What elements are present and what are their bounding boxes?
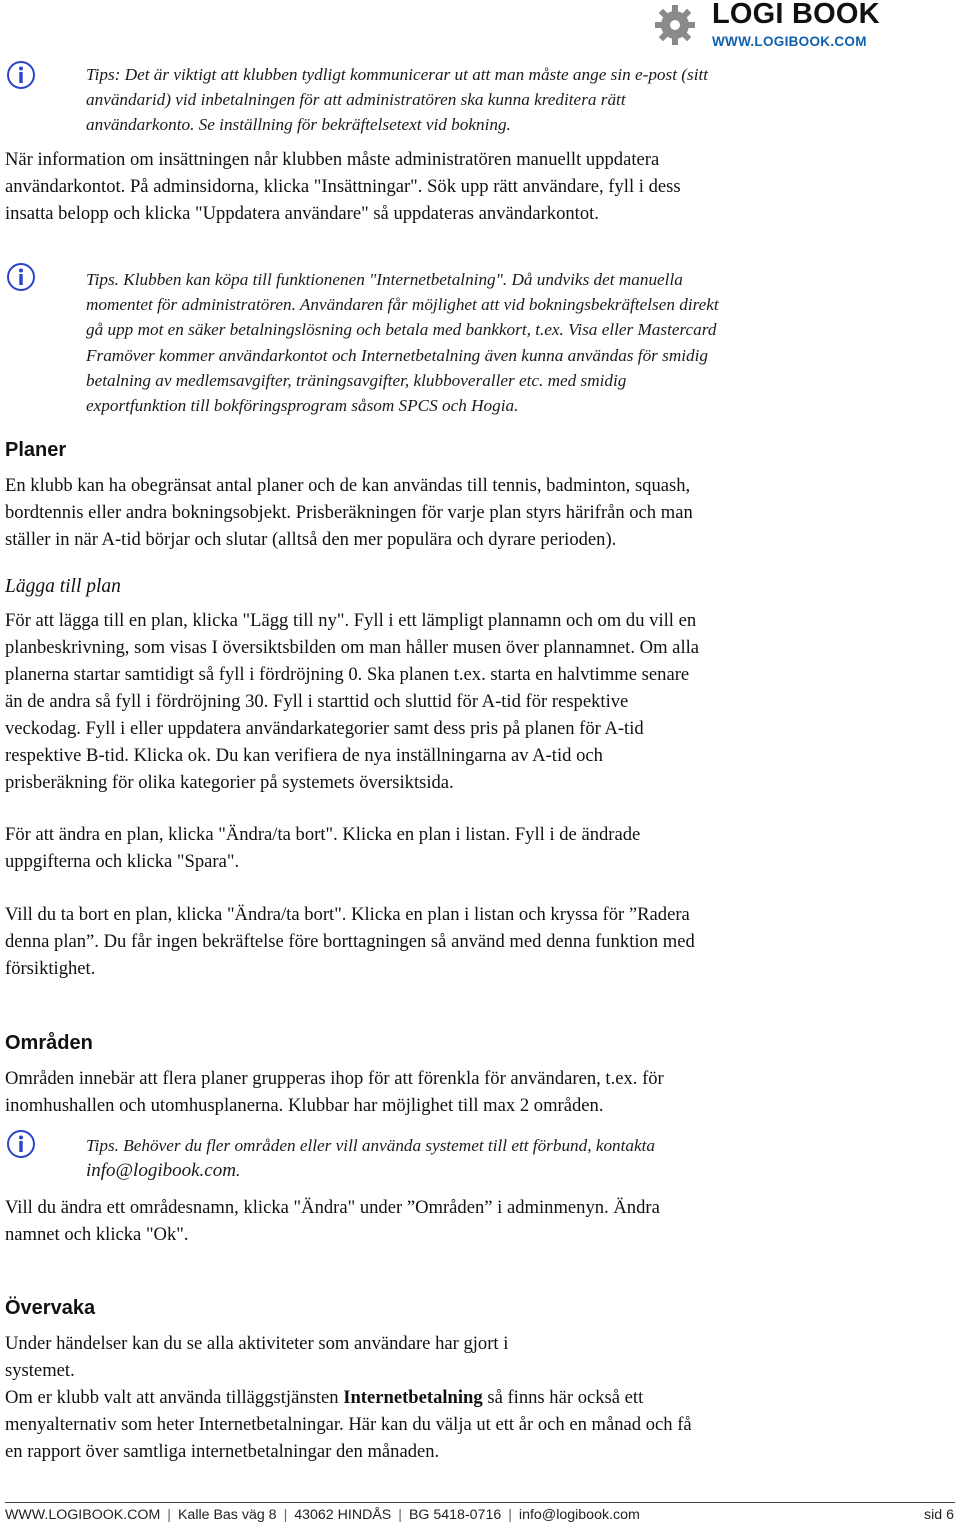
text-line: Vill du ta bort en plan, klicka "Ändra/ta bort". Klicka en plan i listan och kryssa för ”Radera <box>5 904 690 925</box>
logo-title: LOGI BOOK <box>712 0 880 30</box>
text-line: användarkontot. På adminsidorna, klicka "Insättningar". Sök upp rätt användare, fyll i dess <box>5 176 681 197</box>
paragraph-omraden-intro <box>5 1065 664 1119</box>
info-icon <box>6 60 36 90</box>
tip-internetbetalning <box>86 267 719 418</box>
text-line: inomhushallen och utomhusplanerna. Klubbar har möjlighet till max 2 områden. <box>5 1095 604 1116</box>
paragraph-delete-plan <box>5 901 695 982</box>
paragraph-insattning <box>5 146 681 227</box>
text-line: namnet och klicka "Ok". <box>5 1224 189 1245</box>
paragraph-overvaka <box>5 1330 692 1465</box>
footer-separator: | <box>398 1507 402 1523</box>
text-line: en rapport över samtliga internetbetalningar den månaden. <box>5 1441 440 1462</box>
text-span: Om er klubb valt att använda tilläggstjänsten <box>5 1387 344 1408</box>
footer-email[interactable]: info@logibook.com <box>518 1507 640 1523</box>
subheading-lagga-till-plan: Lägga till plan <box>5 576 121 597</box>
text-line: respektive B-tid. Klicka ok. Du kan verifiera de nya inställningarna av A-tid och <box>5 745 603 766</box>
footer-bankgiro: BG 5418-0716 <box>408 1507 502 1523</box>
text-line: bordtennis eller andra bokningsobjekt. Prisberäkningen för varje plan styrs härifrån och man <box>5 502 693 523</box>
text-line: uppgifterna och klicka "Spara". <box>5 851 240 872</box>
tip-line: Tips. Behöver du fler områden eller vill använda systemet till ett förbund, kontakta <box>86 1136 656 1155</box>
tip-line: Tips: Det är viktigt att klubben tydligt kommunicerar ut att man måste ange sin e-post (sitt <box>86 65 709 84</box>
paragraph-planer-intro <box>5 472 693 553</box>
text-line: Vill du ändra ett områdesnamn, klicka "Ändra" under ”Områden” i adminmenyn. Ändra <box>5 1197 660 1218</box>
tip-line: momentet för administratören. Användaren får möjlighet att vid bokningsbekräftelsen direkt <box>86 295 719 315</box>
text-line: En klubb kan ha obegränsat antal planer och de kan användas till tennis, badminton, squash, <box>5 475 691 496</box>
tip-line: exportfunktion till bokföringsprogram såsom SPCS och Hogia. <box>86 396 519 416</box>
page-number: sid 6 <box>924 1507 954 1523</box>
gear-logo-icon <box>654 4 696 46</box>
footer-website[interactable]: WWW.LOGIBOOK.COM <box>5 1507 161 1523</box>
paragraph-rename-area <box>5 1194 660 1248</box>
text-line: Under händelser kan du se alla aktiviteter som användare har gjort i <box>5 1333 509 1354</box>
email-link[interactable]: info@logibook.com <box>86 1160 236 1182</box>
text-line: Områden innebär att flera planer grupperas ihop för att förenkla för användaren, t.ex. för <box>5 1068 664 1089</box>
paragraph-add-plan <box>5 607 699 796</box>
tip-omraden <box>86 1133 655 1183</box>
text-line: För att ändra en plan, klicka "Ändra/ta bort". Klicka en plan i listan. Fyll i de ändrade <box>5 824 641 845</box>
text-line: än de andra så fyll i fördröjning 30. Fyll i starttid och sluttid för A-tid för respektive <box>5 691 629 712</box>
footer-contact <box>5 1507 640 1523</box>
text-line: denna plan”. Du får ingen bekräftelse före borttagningen så använd med denna funktion med <box>5 931 695 952</box>
tip-line: betalning av medlemsavgifter, träningsavgifter, klubboveraller etc. med smidig <box>86 370 627 390</box>
tip-email-note <box>86 62 708 138</box>
heading-omraden: Områden <box>5 1032 93 1054</box>
text-line: försiktighet. <box>5 958 96 979</box>
logo-url-link[interactable]: WWW.LOGIBOOK.COM <box>712 34 867 49</box>
paragraph-change-plan <box>5 821 640 875</box>
tip-line: Tips. Klubben kan köpa till funktionenen "Internetbetalning". Då undviks det manuella <box>86 270 683 289</box>
tip-line: gå upp mot en säker betalningslösning och betala med bankkort, t.ex. Visa eller Mastercard <box>86 320 717 340</box>
text-line: menyalternativ som heter Internetbetalningar. Här kan du välja ut ett år och en månad och få <box>5 1414 692 1435</box>
bold-internetbetalning: Internetbetalning <box>343 1387 483 1408</box>
text-line: veckodag. Fyll i eller uppdatera användarkategorier samt dess pris på planen för A-tid <box>5 718 644 739</box>
text-line: När information om insättningen når klubben måste administratören manuellt uppdatera <box>5 149 660 170</box>
text-line: insatta belopp och klicka "Uppdatera användare" så uppdateras användarkontot. <box>5 203 599 224</box>
text-line: prisberäkning för olika kategorier på systemets översiktsida. <box>5 772 454 793</box>
footer-postal: 43062 HINDÅS <box>294 1507 392 1523</box>
text-line <box>5 1384 692 1411</box>
logibook-logo <box>654 2 884 48</box>
footer-separator: | <box>283 1507 288 1523</box>
text-line: systemet. <box>5 1360 75 1381</box>
text-line: planbeskrivning, som visas I översiktsbilden om man håller musen över plannamnet. Om alla <box>5 637 700 658</box>
tip-line <box>86 1158 655 1183</box>
footer-address: Kalle Bas väg 8 <box>177 1507 277 1523</box>
tip-line: användarid) vid inbetalningen för att administratören ska kunna kreditera rätt <box>86 90 626 110</box>
footer-separator: | <box>508 1507 512 1523</box>
footer-separator: | <box>167 1507 171 1523</box>
text-span: så finns här också ett <box>482 1387 644 1408</box>
text-line: ställer in när A-tid börjar och slutar (alltså den mer populära och dyrare perioden). <box>5 529 617 550</box>
text-line: För att lägga till en plan, klicka "Lägg till ny". Fyll i ett lämpligt plannamn och om du vill en <box>5 610 697 631</box>
tip-line: användarkonto. Se inställning för bekräftelsetext vid bokning. <box>86 115 511 135</box>
heading-overvaka: Övervaka <box>5 1297 96 1319</box>
tip-period: . <box>235 1161 241 1181</box>
info-icon <box>6 262 36 292</box>
footer-divider <box>5 1502 955 1503</box>
heading-planer: Planer <box>5 439 67 461</box>
info-icon <box>6 1129 36 1159</box>
text-line: planerna startar samtidigt så fyll i fördröjning 0. Ska planen t.ex. starta en halvtimme senare <box>5 664 690 685</box>
tip-line: Framöver kommer användarkontot och Internetbetalning även kunna användas för smidig <box>86 345 708 365</box>
